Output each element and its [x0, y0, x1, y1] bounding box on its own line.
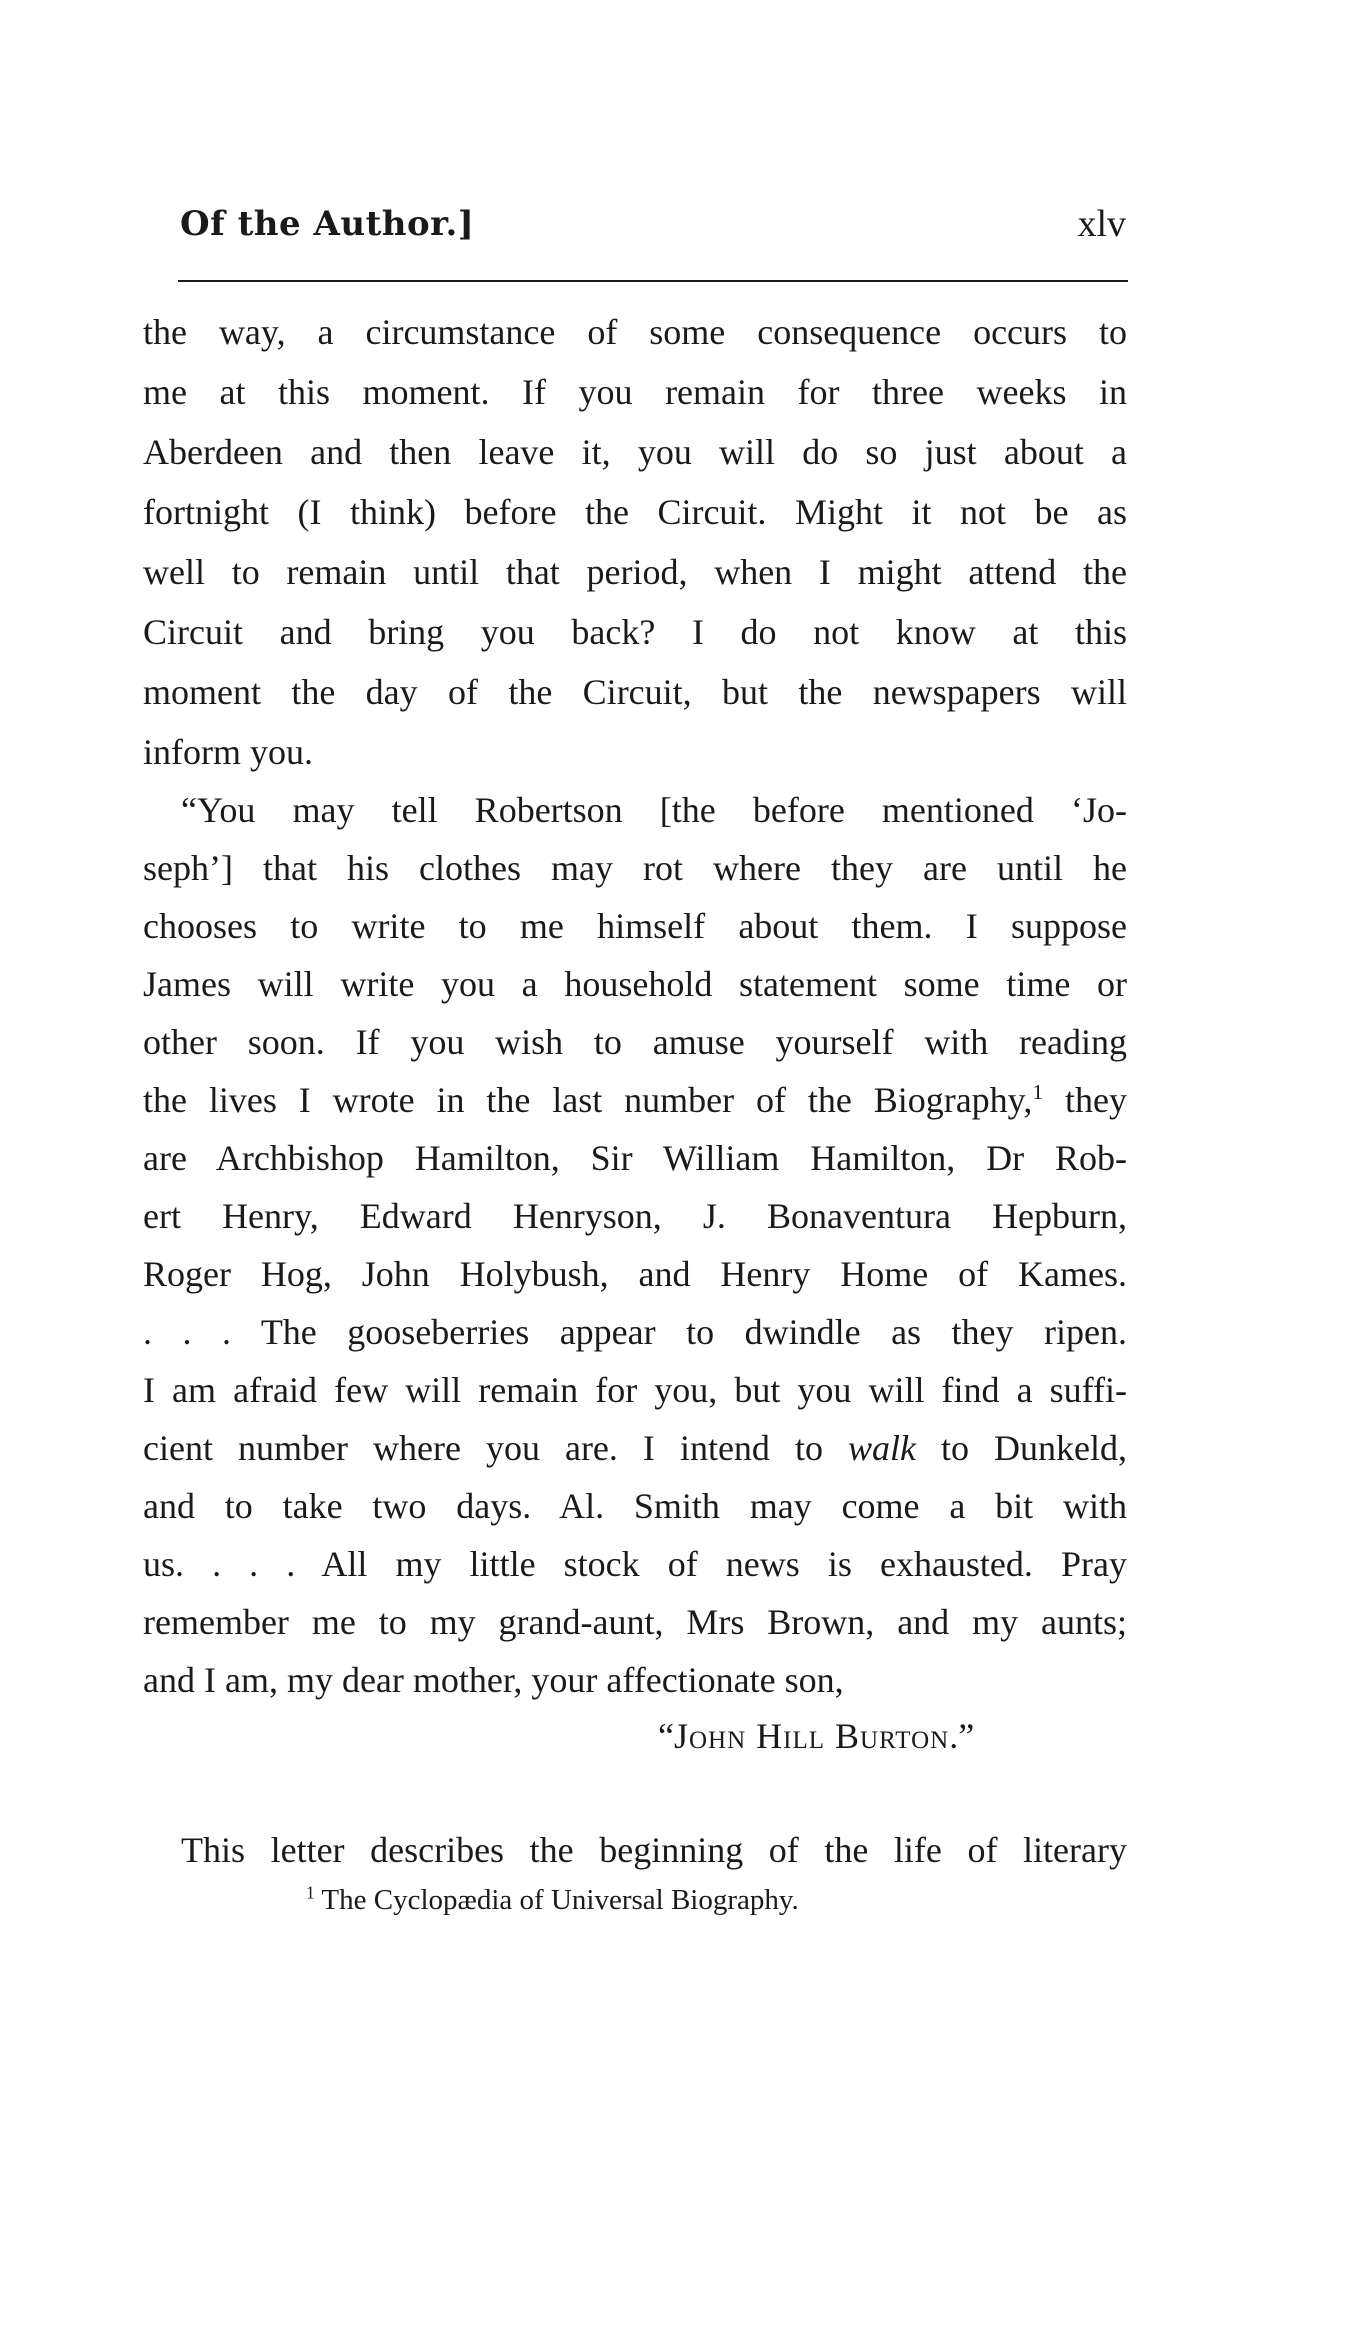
text-line: fortnight (I think) before the Circuit. Might it not be as: [143, 492, 1127, 532]
text-line: chooses to write to me himself about them. I suppose: [143, 906, 1127, 946]
text-line: inform you.: [143, 732, 313, 772]
text-segment: to Dunkeld,: [915, 1428, 1127, 1468]
footnote-mark: 1: [306, 1882, 315, 1903]
running-title: Of the Author.]: [180, 204, 475, 244]
text-line: well to remain until that period, when I might attend the: [143, 552, 1127, 592]
page-number: xlv: [1077, 203, 1126, 245]
text-line: us. . . . All my little stock of news is exhausted. Pray: [143, 1544, 1127, 1584]
closing-line: This letter describes the beginning of the life of literary: [181, 1830, 1127, 1870]
signature: [658, 1706, 974, 1766]
text-line: me at this moment. If you remain for three weeks in: [143, 372, 1127, 412]
text-line: [143, 1070, 1127, 1130]
text-line: and I am, my dear mother, your affectionate son,: [143, 1660, 844, 1700]
text-line: . . . The gooseberries appear to dwindle as they ripen.: [143, 1312, 1127, 1352]
text-line: Aberdeen and then leave it, you will do so just about a: [143, 432, 1127, 472]
text-line: “You may tell Robertson [the before mentioned ‘Jo-: [181, 790, 1127, 830]
text-line: moment the day of the Circuit, but the newspapers will: [143, 672, 1127, 712]
text-line: I am afraid few will remain for you, but you will find a suffi-: [143, 1370, 1127, 1410]
header-rule: [178, 280, 1128, 282]
footnote: [306, 1880, 799, 1920]
signature-quote: “: [658, 1716, 674, 1756]
text-segment: cient number where you are. I intend to: [143, 1428, 848, 1468]
text-segment: the lives I wrote in the last number of the Biography,: [143, 1080, 1033, 1120]
text-line: [143, 1418, 1127, 1478]
text-line: James will write you a household statement some time or: [143, 964, 1127, 1004]
footnote-text: The Cyclopædia of Universal Biography.: [314, 1884, 799, 1916]
text-line: remember me to my grand-aunt, Mrs Brown, and my aunts;: [143, 1602, 1127, 1642]
text-segment: they: [1043, 1080, 1128, 1120]
text-line: Roger Hog, John Holybush, and Henry Home of Kames.: [143, 1254, 1127, 1294]
text-line: and to take two days. Al. Smith may come a bit with: [143, 1486, 1127, 1526]
signature-close: .”: [949, 1716, 975, 1756]
running-head: [180, 196, 1126, 266]
footnote-reference: 1: [1032, 1080, 1044, 1104]
text-line: ert Henry, Edward Henryson, J. Bonaventura Hepburn,: [143, 1196, 1127, 1236]
text-line: are Archbishop Hamilton, Sir William Hamilton, Dr Rob-: [143, 1138, 1127, 1178]
emphasis: walk: [847, 1428, 916, 1468]
text-line: seph’] that his clothes may rot where they are until he: [143, 848, 1127, 888]
text-line: Circuit and bring you back? I do not know at this: [143, 612, 1127, 652]
signature-name: John Hill Burton: [673, 1716, 950, 1756]
text-line: other soon. If you wish to amuse yourself with reading: [143, 1022, 1127, 1062]
text-line: the way, a circumstance of some consequence occurs to: [143, 312, 1127, 352]
